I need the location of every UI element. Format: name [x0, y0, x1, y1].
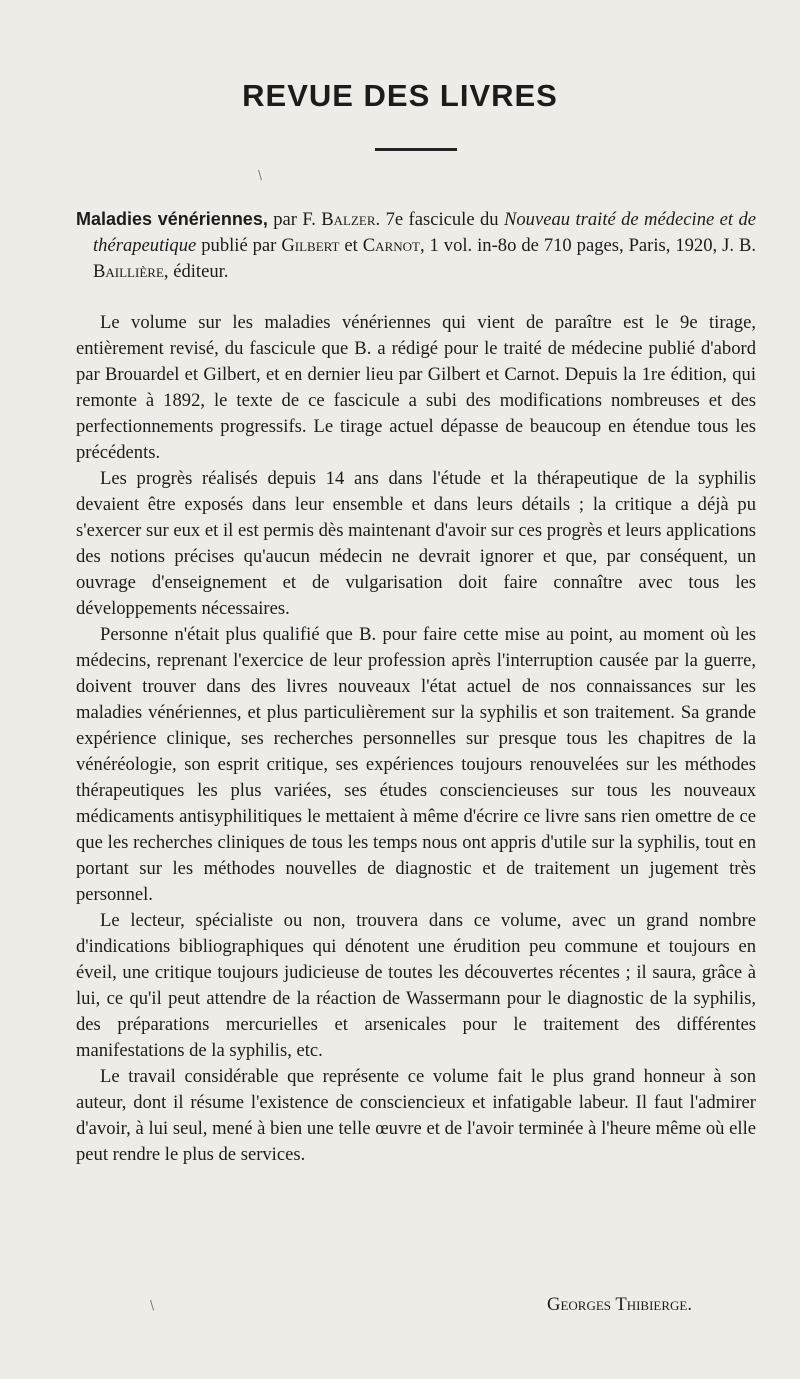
review-paragraph: Le travail considérable que représente ce volume fait le plus grand honneur à son auteur, dont il résume l'existence de consciencieux et infatigable labeur. Il faut l'admirer d'avoir, à lui seul, mené à bien une telle œuvre et de l'avoir terminée à l'heure même où elle peut rendre le plus de services.: [76, 1066, 756, 1165]
author-name: Balzer: [321, 209, 376, 230]
review-paragraph: Les progrès réalisés depuis 14 ans dans l'étude et la thérapeutique de la syphilis devaient être exposés dans leur ensemble et dans leurs détails ; la critique a déjà pu s'exercer sur eux et il est permis dès maintenant d'avoir sur ces progrès et leurs applications des notions précises qu'aucun médecin ne devrait ignorer et que, par conséquent, un ouvrage d'enseignement et de vulgarisation doit faire connaître avec tous les développements nécessaires.: [76, 468, 756, 619]
publication-details: , 1 vol. in-8o de 710 pages, Paris, 1920, J. B.: [419, 235, 756, 256]
review-paragraph: Le volume sur les maladies vénériennes qui vient de paraître est le 9e tirage, entièrement revisé, du fascicule que B. a rédigé pour le traité de médecine publié d'abord par Brouardel et Gilbert, et en dernier lieu par Gilbert et Carnot. Depuis la 1re édition, qui remonte à 1892, le texte de ce fascicule a subi des modifications nombreuses et des perfectionnements progressifs. Le tirage actuel dépasse de beaucoup en étendue tous les précédents.: [76, 312, 756, 463]
by-text: par F.: [267, 209, 322, 230]
page-title: REVUE DES LIVRES: [242, 78, 558, 113]
signature: Georges Thibierge.: [547, 1294, 692, 1315]
review-paragraph: Le lecteur, spécialiste ou non, trouvera dans ce volume, avec un grand nombre d'indications bibliographiques qui dénotent une érudition peu commune et toujours en éveil, une critique toujours judicieuse de toutes les découvertes récentes ; il saura, grâce à lui, ce qu'il peut attendre de la réaction de Wassermann pour le diagnostic de la syphilis, des préparations mercurielles et arsenicales pour le traitement des différentes manifestations de la syphilis, etc.: [76, 910, 756, 1061]
edition-text: . 7e fascicule du: [375, 209, 504, 230]
editor-name: Gilbert: [281, 235, 340, 256]
conjunction-text: et: [339, 235, 363, 256]
editor-name: Carnot: [362, 235, 420, 256]
review-body: [76, 206, 756, 1168]
series-title: Nouveau traité de médecine et de thérapeutique: [93, 209, 757, 256]
publisher-name: Baillière: [93, 261, 164, 282]
book-title: Maladies vénériennes,: [76, 209, 268, 229]
bibliographic-entry: [76, 206, 756, 285]
review-paragraph: Personne n'était plus qualifié que B. pour faire cette mise au point, au moment où les médecins, reprenant l'exercice de leur profession après l'interruption causée par la guerre, doivent trouver dans des livres nouveaux l'état actuel de nos connaissances sur les maladies vénériennes, et plus particulièrement sur la syphilis et son traitement. Sa grande expérience clinique, ses recherches personnelles sur presque tous les chapitres de la vénéréologie, son esprit critique, ses expériences toujours renouvelées sur les méthodes thérapeutiques les plus variées, ses études consciencieuses sur tous les nouveaux médicaments antisyphilitiques le mettaient à même d'écrire ce livre sans rien omettre de ce que les recherches cliniques de tous les temps nous ont appris d'utile sur la syphilis, tout en portant sur les méthodes nouvelles de diagnostic et de traitement un jugement très personnel.: [76, 624, 756, 905]
scan-speck: \: [150, 1298, 155, 1312]
publisher-role: , éditeur.: [163, 261, 229, 282]
scan-speck: \: [258, 168, 263, 182]
published-by-text: publié par: [196, 235, 282, 256]
title-divider: [375, 148, 457, 151]
